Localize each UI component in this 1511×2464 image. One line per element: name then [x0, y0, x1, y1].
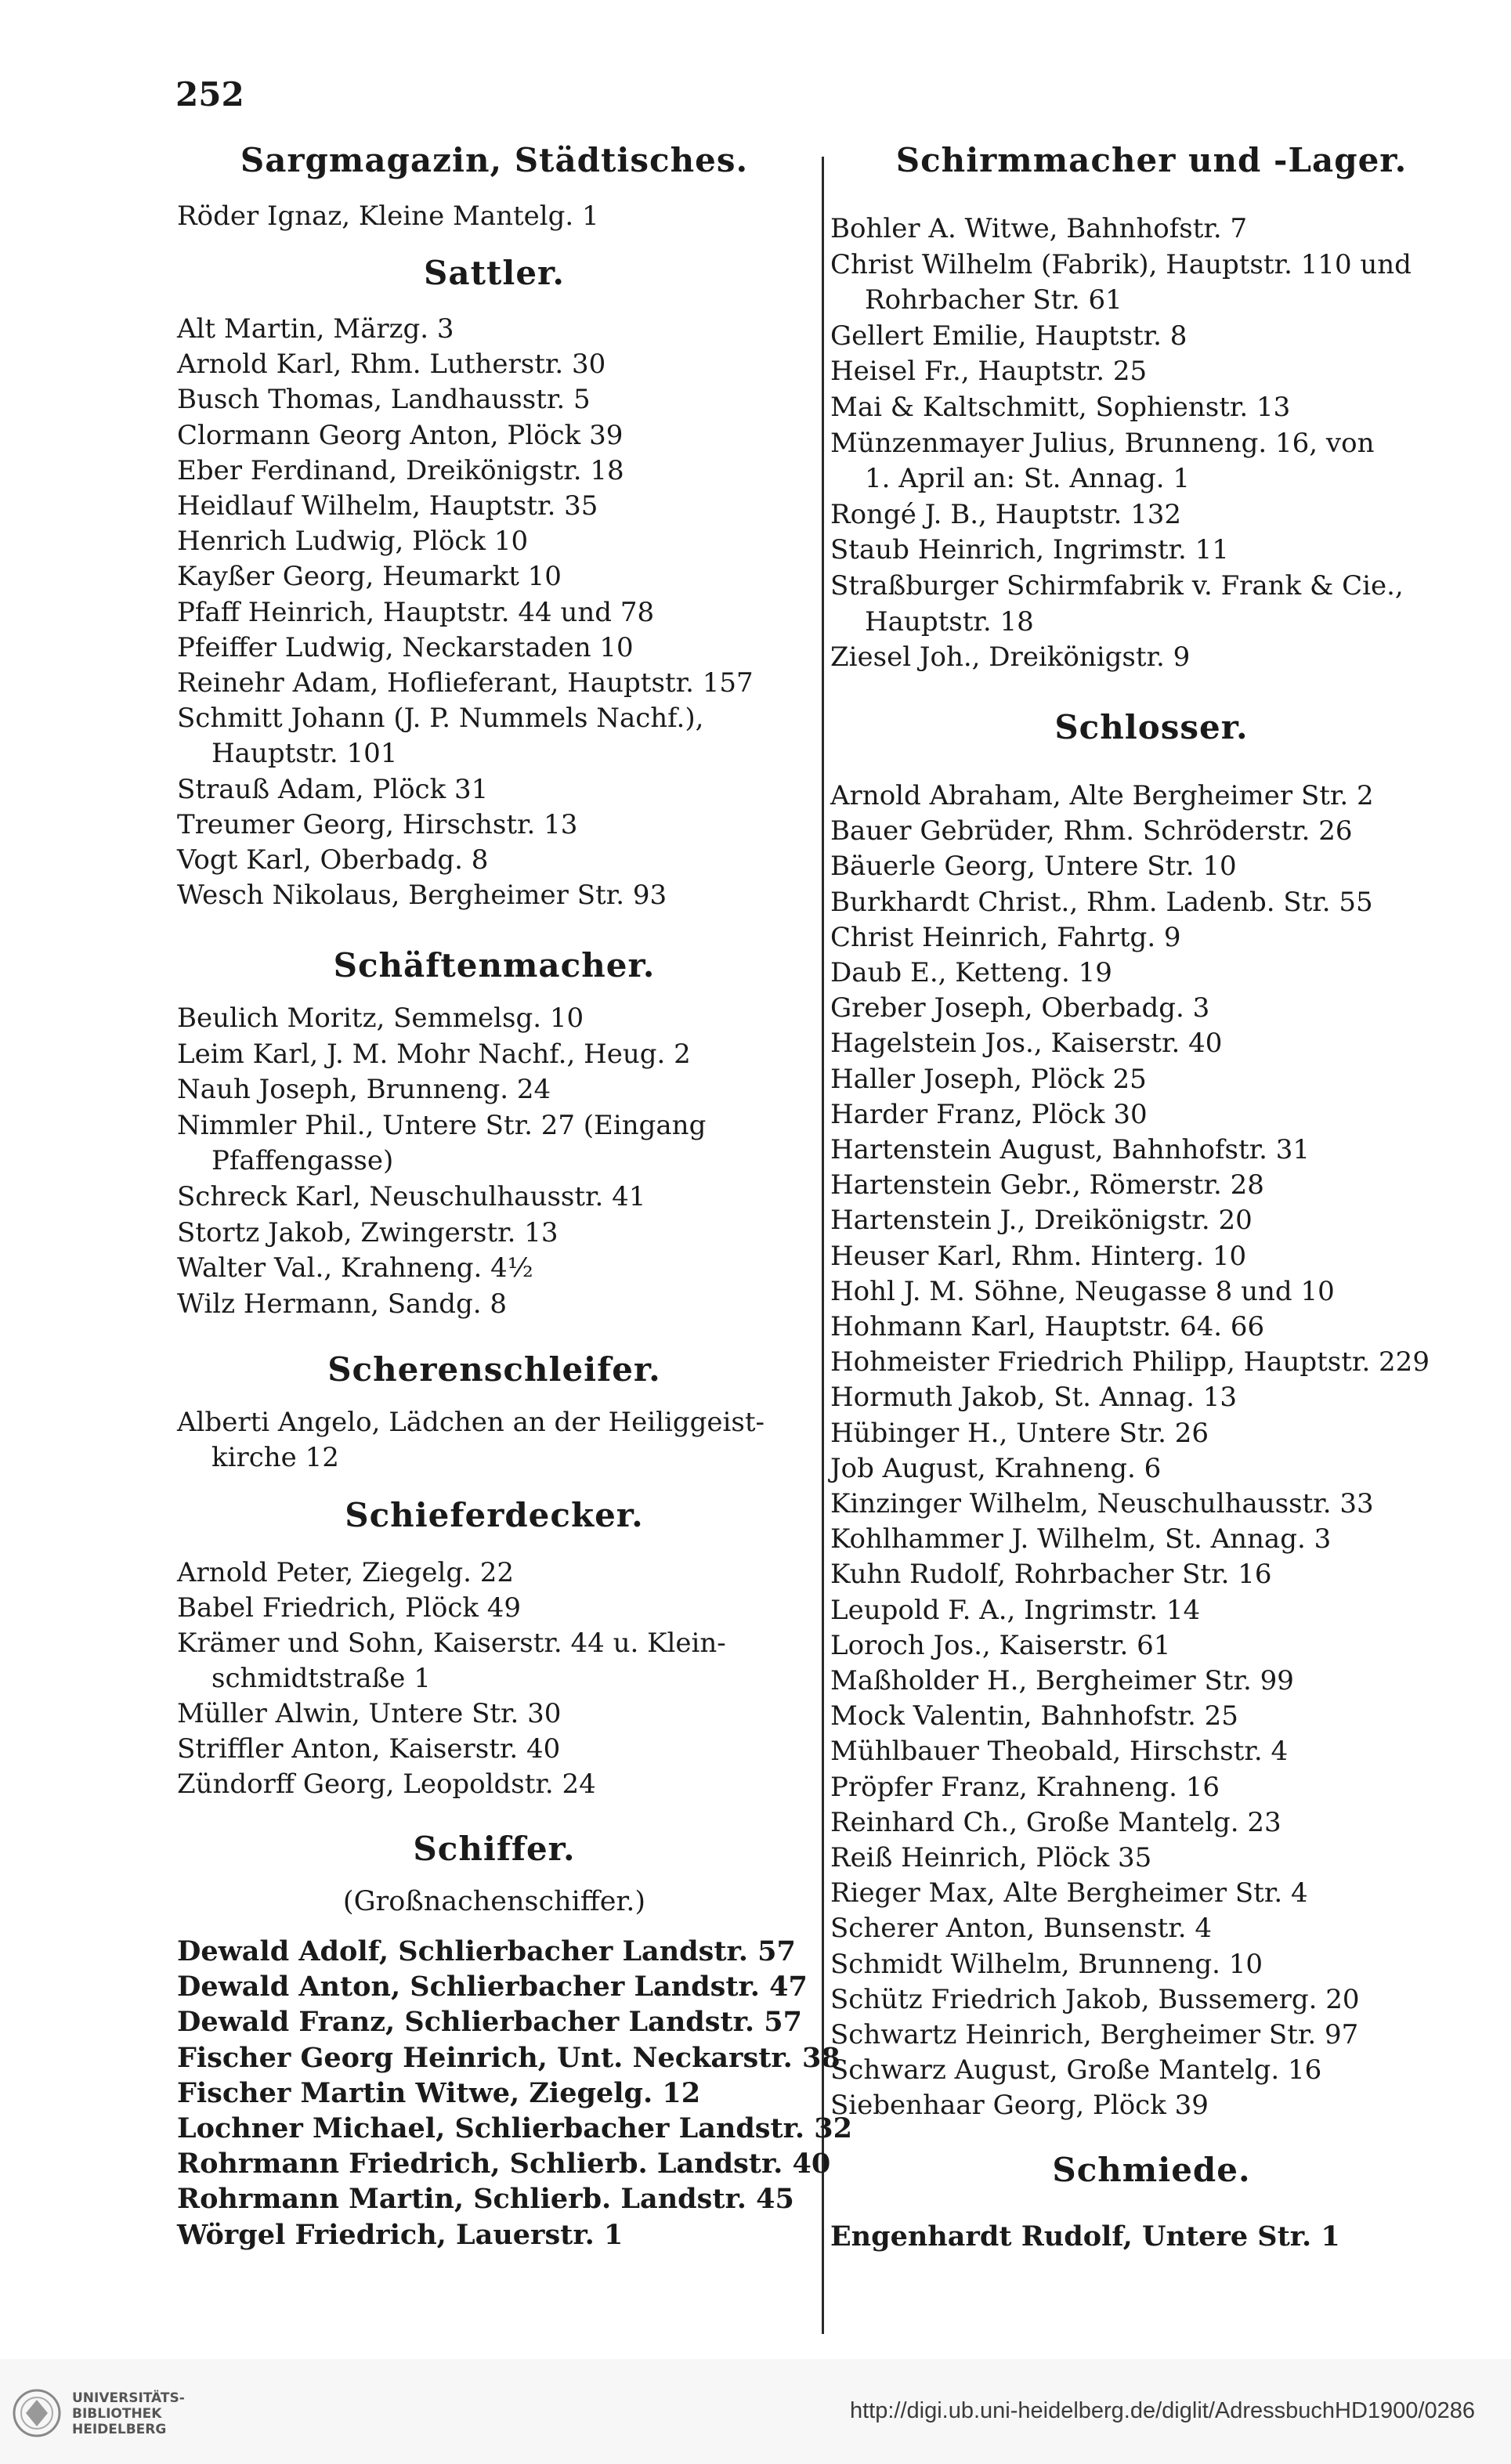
left-section-subheading: (Großnachenschiffer.)	[342, 1886, 646, 1917]
right-directory-entry: Hartenstein J., Dreikönigstr. 20	[830, 1205, 1253, 1237]
right-directory-entry: Siebenhaar Georg, Plöck 39	[830, 2090, 1209, 2122]
left-directory-entry: Fischer Martin Witwe, Ziegelg. 12	[177, 2076, 701, 2109]
right-directory-entry: 1. April an: St. Annag. 1	[865, 463, 1191, 495]
left-directory-entry: Pfaff Heinrich, Hauptstr. 44 und 78	[177, 596, 655, 628]
left-directory-entry: Pfeiffer Ludwig, Neckarstaden 10	[177, 631, 634, 663]
left-directory-entry: Busch Thomas, Landhausstr. 5	[177, 384, 591, 416]
left-directory-entry: Henrich Ludwig, Plöck 10	[177, 526, 529, 558]
right-directory-entry: Hartenstein August, Bahnhofstr. 31	[830, 1134, 1310, 1165]
right-directory-entry: Heisel Fr., Hauptstr. 25	[830, 356, 1148, 388]
left-section-heading: Scherenschleifer.	[327, 1350, 661, 1389]
right-directory-entry: Schwartz Heinrich, Bergheimer Str. 97	[830, 2019, 1359, 2050]
column-divider	[822, 157, 824, 2334]
left-directory-entry: Dewald Adolf, Schlierbacher Landstr. 57	[177, 1935, 796, 1967]
right-directory-entry: Rongé J. B., Hauptstr. 132	[830, 498, 1182, 530]
right-directory-entry: Maßholder H., Bergheimer Str. 99	[830, 1665, 1294, 1696]
left-directory-entry: Rohrmann Friedrich, Schlierb. Landstr. 40	[177, 2148, 831, 2180]
left-directory-entry: Treumer Georg, Hirschstr. 13	[177, 808, 578, 840]
right-directory-entry: Hübinger H., Untere Str. 26	[830, 1417, 1209, 1449]
right-directory-entry: Rieger Max, Alte Bergheimer Str. 4	[830, 1877, 1308, 1909]
right-directory-entry: Bohler A. Witwe, Bahnhofstr. 7	[830, 213, 1248, 244]
left-directory-entry: Arnold Karl, Rhm. Lutherstr. 30	[177, 349, 606, 381]
left-directory-entry: Müller Alwin, Untere Str. 30	[177, 1698, 562, 1729]
left-directory-entry: Beulich Moritz, Semmelsg. 10	[177, 1003, 584, 1034]
left-directory-entry: Wilz Hermann, Sandg. 8	[177, 1288, 507, 1320]
left-directory-entry: Schmitt Johann (J. P. Nummels Nachf.),	[177, 703, 704, 735]
left-directory-entry: Clormann Georg Anton, Plöck 39	[177, 419, 624, 451]
right-directory-entry: Hartenstein Gebr., Römerstr. 28	[830, 1169, 1264, 1201]
right-directory-entry: Burkhardt Christ., Rhm. Ladenb. Str. 55	[830, 886, 1373, 918]
left-directory-entry: Schreck Karl, Neuschulhausstr. 41	[177, 1181, 646, 1212]
right-directory-entry: Hormuth Jakob, St. Annag. 13	[830, 1382, 1238, 1414]
right-directory-entry: Reinhard Ch., Große Mantelg. 23	[830, 1806, 1281, 1838]
left-directory-entry: Leim Karl, J. M. Mohr Nachf., Heug. 2	[177, 1038, 691, 1070]
right-directory-entry: Harder Franz, Plöck 30	[830, 1098, 1148, 1130]
right-directory-entry: Hagelstein Jos., Kaiserstr. 40	[830, 1028, 1223, 1060]
left-directory-entry: Krämer und Sohn, Kaiserstr. 44 u. Klein-	[177, 1628, 726, 1659]
left-directory-entry: Alt Martin, Märzg. 3	[177, 313, 454, 345]
right-directory-entry: Heuser Karl, Rhm. Hinterg. 10	[830, 1240, 1247, 1272]
right-directory-entry: Münzenmayer Julius, Brunneng. 16, von	[830, 427, 1375, 459]
right-directory-entry: Job August, Krahneng. 6	[830, 1452, 1162, 1484]
left-directory-entry: Vogt Karl, Oberbadg. 8	[177, 844, 489, 876]
right-directory-entry: Schwarz August, Große Mantelg. 16	[830, 2054, 1322, 2086]
right-directory-entry: Ziesel Joh., Dreikönigstr. 9	[830, 641, 1191, 674]
right-directory-entry: Scherer Anton, Bunsenstr. 4	[830, 1913, 1213, 1945]
right-directory-entry: Arnold Abraham, Alte Bergheimer Str. 2	[830, 780, 1374, 811]
right-directory-entry: Leupold F. A., Ingrimstr. 14	[830, 1594, 1201, 1626]
right-directory-entry: Mai & Kaltschmitt, Sophienstr. 13	[830, 392, 1291, 423]
left-directory-entry: Heidlauf Wilhelm, Hauptstr. 35	[177, 490, 598, 522]
left-directory-entry: Wesch Nikolaus, Bergheimer Str. 93	[177, 880, 667, 912]
right-directory-entry: Haller Joseph, Plöck 25	[830, 1063, 1147, 1095]
left-directory-entry: Nimmler Phil., Untere Str. 27 (Eingang	[177, 1109, 707, 1141]
right-directory-entry: Hauptstr. 18	[865, 605, 1034, 638]
left-directory-entry: schmidtstraße 1	[211, 1663, 431, 1694]
right-directory-entry: Bäuerle Georg, Untere Str. 10	[830, 851, 1237, 883]
source-url-link[interactable]: http://digi.ub.uni-heidelberg.de/diglit/AdressbuchHD1900/0286	[849, 2398, 1475, 2423]
right-directory-entry: Hohmann Karl, Hauptstr. 64. 66	[830, 1311, 1265, 1342]
right-directory-entry: Bauer Gebrüder, Rhm. Schröderstr. 26	[830, 815, 1353, 847]
left-directory-entry: Wörgel Friedrich, Lauerstr. 1	[177, 2218, 624, 2251]
left-directory-entry: Alberti Angelo, Lädchen an der Heiliggeist-	[177, 1407, 765, 1438]
right-directory-entry: Schmidt Wilhelm, Brunneng. 10	[830, 1948, 1263, 1980]
left-directory-entry: Reinehr Adam, Hoflieferant, Hauptstr. 157	[177, 667, 754, 699]
left-directory-entry: Babel Friedrich, Plöck 49	[177, 1592, 522, 1624]
left-directory-entry: Dewald Anton, Schlierbacher Landstr. 47	[177, 1971, 808, 2003]
left-directory-entry: Kayßer Georg, Heumarkt 10	[177, 561, 562, 593]
left-directory-entry: Strauß Adam, Plöck 31	[177, 773, 489, 805]
left-directory-entry: Stortz Jakob, Zwingerstr. 13	[177, 1216, 558, 1248]
right-section-heading: Schirmmacher und -Lager.	[895, 141, 1408, 179]
right-directory-entry: Daub E., Ketteng. 19	[830, 957, 1112, 988]
left-section-heading: Sattler.	[424, 254, 565, 292]
left-directory-entry: kirche 12	[211, 1442, 339, 1473]
right-section-heading: Schlosser.	[1054, 708, 1249, 746]
left-directory-entry: Zündorff Georg, Leopoldstr. 24	[177, 1769, 596, 1800]
right-directory-entry: Greber Joseph, Oberbadg. 3	[830, 992, 1210, 1024]
right-directory-entry: Mühlbauer Theobald, Hirschstr. 4	[830, 1736, 1289, 1768]
right-directory-entry: Gellert Emilie, Hauptstr. 8	[830, 320, 1187, 352]
right-directory-entry: Hohmeister Friedrich Philipp, Hauptstr. 229	[830, 1346, 1430, 1378]
left-section-heading: Schäftenmacher.	[333, 946, 656, 985]
right-directory-entry: Pröpfer Franz, Krahneng. 16	[830, 1771, 1220, 1803]
right-directory-entry: Kuhn Rudolf, Rohrbacher Str. 16	[830, 1559, 1272, 1591]
right-directory-entry: Christ Wilhelm (Fabrik), Hauptstr. 110 und	[830, 248, 1412, 280]
right-section-heading: Schmiede.	[1052, 2151, 1251, 2189]
library-name: UNIVERSITÄTS- BIBLIOTHEK HEIDELBERG	[72, 2390, 185, 2437]
left-directory-entry: Fischer Georg Heinrich, Unt. Neckarstr. 38	[177, 2041, 840, 2074]
right-directory-entry: Engenhardt Rudolf, Untere Str. 1	[830, 2220, 1340, 2253]
right-directory-entry: Christ Heinrich, Fahrtg. 9	[830, 921, 1181, 953]
right-directory-entry: Staub Heinrich, Ingrimstr. 11	[830, 534, 1229, 566]
right-directory-entry: Straßburger Schirmfabrik v. Frank & Cie.,	[830, 570, 1404, 602]
right-directory-entry: Rohrbacher Str. 61	[865, 284, 1122, 316]
left-directory-entry: Eber Ferdinand, Dreikönigstr. 18	[177, 454, 624, 486]
left-section-heading: Schiffer.	[413, 1830, 576, 1868]
right-directory-entry: Mock Valentin, Bahnhofstr. 25	[830, 1700, 1238, 1732]
left-directory-entry: Dewald Franz, Schlierbacher Landstr. 57	[177, 2006, 802, 2039]
right-directory-entry: Kohlhammer J. Wilhelm, St. Annag. 3	[830, 1523, 1332, 1555]
left-directory-entry: Striffler Anton, Kaiserstr. 40	[177, 1733, 561, 1765]
left-directory-entry: Pfaffengasse)	[211, 1145, 394, 1177]
right-directory-entry: Reiß Heinrich, Plöck 35	[830, 1842, 1152, 1873]
left-directory-entry: Nauh Joseph, Brunneng. 24	[177, 1074, 551, 1106]
left-directory-entry: Röder Ignaz, Kleine Mantelg. 1	[177, 201, 599, 232]
right-directory-entry: Loroch Jos., Kaiserstr. 61	[830, 1629, 1171, 1661]
left-directory-entry: Hauptstr. 101	[211, 738, 398, 770]
university-library-seal-icon	[13, 2389, 61, 2437]
right-directory-entry: Schütz Friedrich Jakob, Bussemerg. 20	[830, 1983, 1360, 2015]
left-directory-entry: Lochner Michael, Schlierbacher Landstr. 32	[177, 2112, 852, 2144]
left-section-heading: Schieferdecker.	[345, 1496, 644, 1534]
right-directory-entry: Hohl J. M. Söhne, Neugasse 8 und 10	[830, 1275, 1335, 1307]
right-directory-entry: Kinzinger Wilhelm, Neuschulhausstr. 33	[830, 1488, 1374, 1519]
left-section-heading: Sargmagazin, Städtisches.	[240, 141, 749, 179]
left-directory-entry: Walter Val., Krahneng. 4½	[177, 1252, 533, 1284]
left-directory-entry: Arnold Peter, Ziegelg. 22	[177, 1557, 515, 1588]
left-directory-entry: Rohrmann Martin, Schlierb. Landstr. 45	[177, 2183, 794, 2216]
page-number: 252	[175, 75, 244, 114]
footer-bar	[0, 2359, 1511, 2464]
